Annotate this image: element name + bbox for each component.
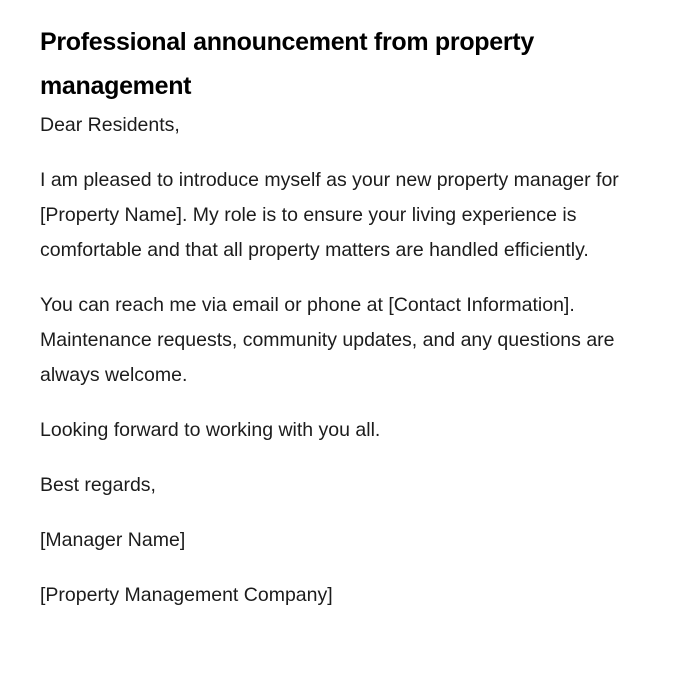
- body-paragraph-closing-remark: Looking forward to working with you all.: [40, 419, 381, 441]
- signature-company: [Property Management Company]: [40, 584, 333, 606]
- body-paragraph-introduction: I am pleased to introduce myself as your new property manager for [Property Name]. My role is to ensure your living experience is comfortable and that all property matters are handled efficiently.: [40, 169, 619, 261]
- letter-document: [40, 20, 650, 613]
- body-paragraph-contact: You can reach me via email or phone at [Contact Information]. Maintenance requests, community updates, and any questions are always welcome.: [40, 294, 615, 386]
- greeting: Dear Residents,: [40, 114, 180, 136]
- signature-name: [Manager Name]: [40, 529, 186, 551]
- document-title: Professional announcement from property management: [40, 28, 534, 100]
- closing-salutation: Best regards,: [40, 474, 156, 496]
